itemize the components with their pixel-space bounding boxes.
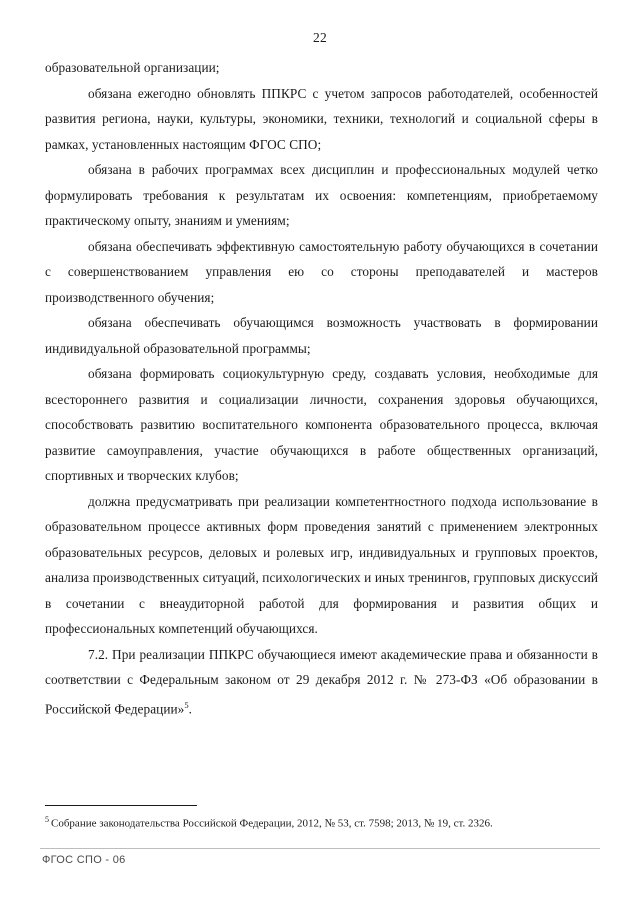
footnote-area <box>45 805 598 832</box>
footnote-body: Собрание законодательства Российской Федерации, 2012, № 53, ст. 7598; 2013, № 19, ст. 2326. <box>51 817 493 830</box>
paragraph: обязана формировать социокультурную среду, создавать условия, необходимые для всестороннего развития и социализации личности, сохранения здоровья обучающихся, способствовать развитию воспитательного компонента образовательного процесса, включая развитие самоуправления, участие обучающихся в работе общественных организаций, спортивных и творческих клубов; <box>45 366 598 483</box>
paragraph-tail: . <box>188 700 193 716</box>
footnote-separator <box>45 805 197 806</box>
paragraph: обязана обеспечивать эффективную самостоятельную работу обучающихся в сочетании с совершенствованием управления ею со стороны преподавателей и мастеров производственного обучения; <box>45 238 598 305</box>
paragraph-text: 7.2. При реализации ППКРС обучающиеся имеют академические права и обязанности в соответствии с Федеральным законом от 29 декабря 2012 г. № 273-ФЗ «Об образовании в Российской Федерации» <box>45 646 598 716</box>
footer-divider <box>40 848 600 849</box>
paragraph: обязана ежегодно обновлять ППКРС с учетом запросов работодателей, особенностей развития региона, науки, культуры, экономики, техники, технологий и социальной сферы в рамках, установленных настоящим ФГОС СПО; <box>45 85 598 152</box>
document-body <box>45 55 598 721</box>
footnote <box>45 812 598 832</box>
paragraph: обязана обеспечивать обучающимся возможность участвовать в формировании индивидуальной образовательной программы; <box>45 315 598 356</box>
footnote-marker: 5 <box>45 815 49 824</box>
footer-label: ФГОС СПО - 06 <box>42 854 126 866</box>
paragraph-with-footnote <box>45 642 598 722</box>
paragraph: образовательной организации; <box>45 60 220 75</box>
paragraph: должна предусматривать при реализации компетентностного подхода использование в образовательном процессе активных форм проведения занятий с применением электронных образовательных ресурсов, деловых и ролевых игр, индивидуальных и групповых проектов, анализа производственных ситуаций, психологических и иных тренингов, групповых дискуссий в сочетании с внеаудиторной работой для формирования и развития общих и профессиональных компетенций обучающихся. <box>45 493 598 636</box>
page-number: 22 <box>313 30 327 45</box>
paragraph: обязана в рабочих программах всех дисциплин и профессиональных модулей четко формулировать требования к результатам их освоения: компетенциям, приобретаемому практическому опыту, знаниям и умениям; <box>45 162 598 228</box>
footnote-reference: 5 <box>184 699 189 710</box>
